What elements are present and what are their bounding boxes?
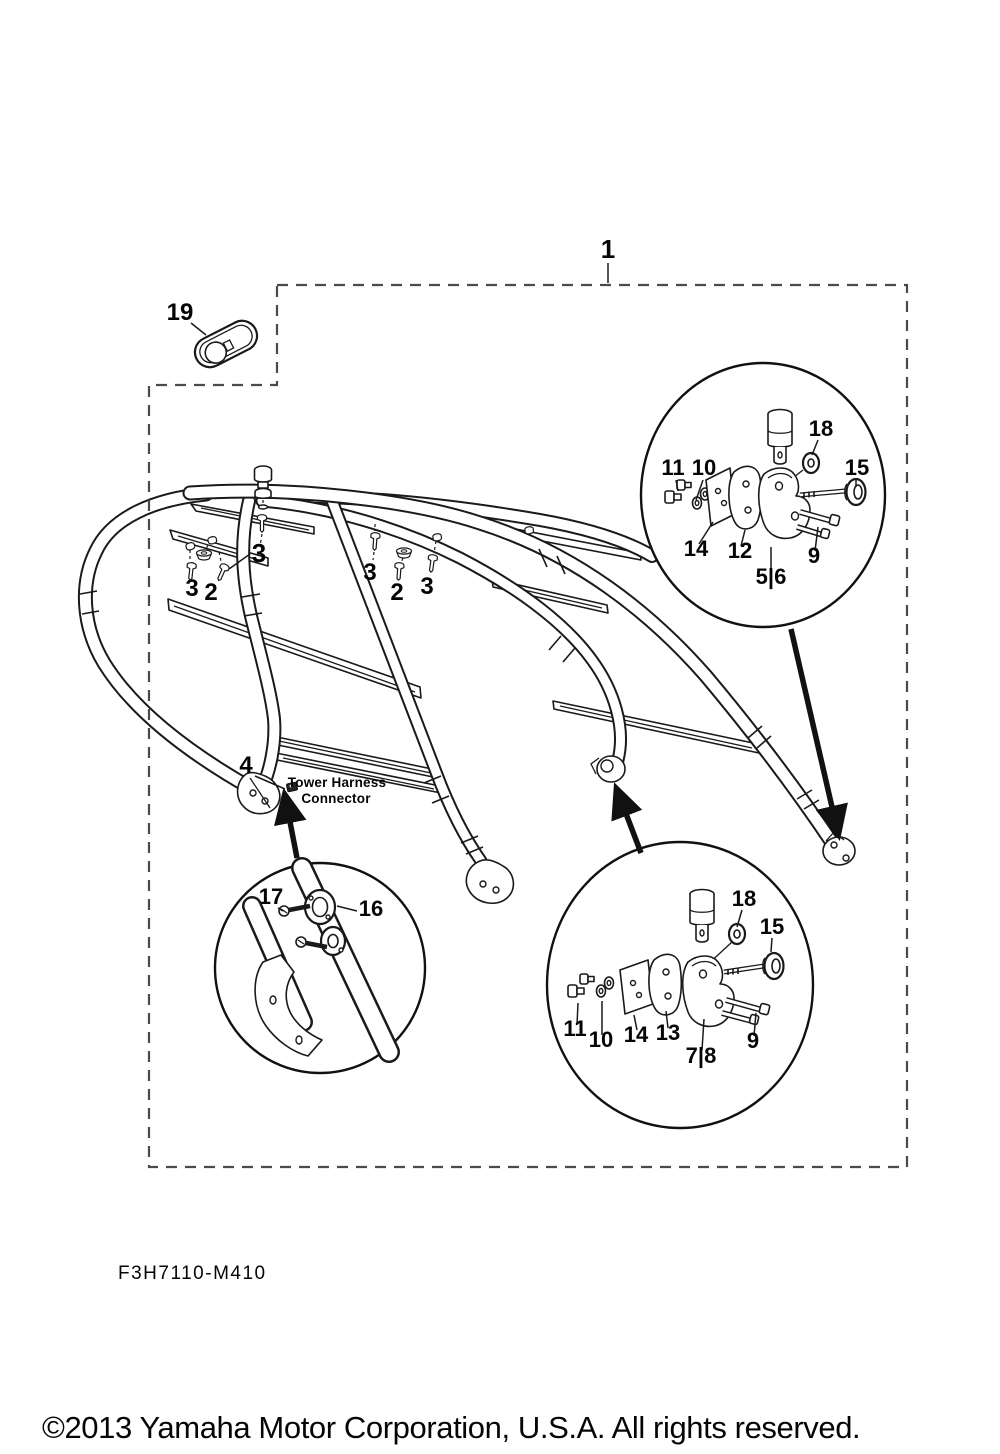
callout-washer-left: 2 — [204, 579, 218, 606]
callout-screw-left: 3 — [185, 575, 199, 602]
callout-bm-pad: 13 — [655, 1020, 681, 1045]
callout-washer-mid: 2 — [390, 579, 404, 606]
callout-tr-bolt: 11 — [661, 455, 685, 480]
harness-label-line2: Connector — [301, 791, 371, 806]
callout-bl-screw: 17 — [258, 884, 284, 909]
callout-screw-mid-left: 3 — [363, 559, 377, 586]
callout-bm-shim: 14 — [623, 1022, 649, 1047]
callout-tr-washer-small: 18 — [808, 416, 834, 441]
part-code: F3H7110-M410 — [118, 1263, 267, 1284]
callout-screw-center: 3 — [251, 538, 267, 568]
callout-grommet: 19 — [166, 299, 194, 326]
callout-bl-mount: 16 — [358, 896, 384, 921]
grommet-part — [190, 316, 262, 373]
callout-tr-pad: 12 — [727, 538, 753, 563]
callout-frame: 1 — [600, 234, 616, 264]
callout-bm-bolt: 11 — [563, 1016, 587, 1041]
callout-tr-bolt-long: 9 — [807, 543, 821, 568]
copyright-line: ©2013 Yamaha Motor Corporation, U.S.A. All rights reserved. — [42, 1410, 861, 1445]
callout-bm-knob: 15 — [759, 914, 785, 939]
callout-bm-washer-small: 18 — [731, 886, 757, 911]
callout-tr-knob: 15 — [844, 455, 870, 480]
detail-circle-bottom-middle — [547, 842, 813, 1128]
callout-bm-clamp: 7|8 — [685, 1043, 717, 1068]
harness-label-line1: Tower Harness — [287, 775, 387, 790]
callout-screw-mid-right: 3 — [420, 573, 434, 600]
callout-connector: 4 — [239, 752, 253, 779]
callout-tr-shim: 14 — [683, 536, 709, 561]
callout-bm-washer: 10 — [588, 1027, 614, 1052]
callout-tr-washer: 10 — [691, 455, 717, 480]
callout-bm-bolt-long: 9 — [746, 1028, 760, 1053]
callout-tr-clamp: 5|6 — [755, 564, 787, 589]
detail-circle-bottom-left — [215, 863, 425, 1073]
